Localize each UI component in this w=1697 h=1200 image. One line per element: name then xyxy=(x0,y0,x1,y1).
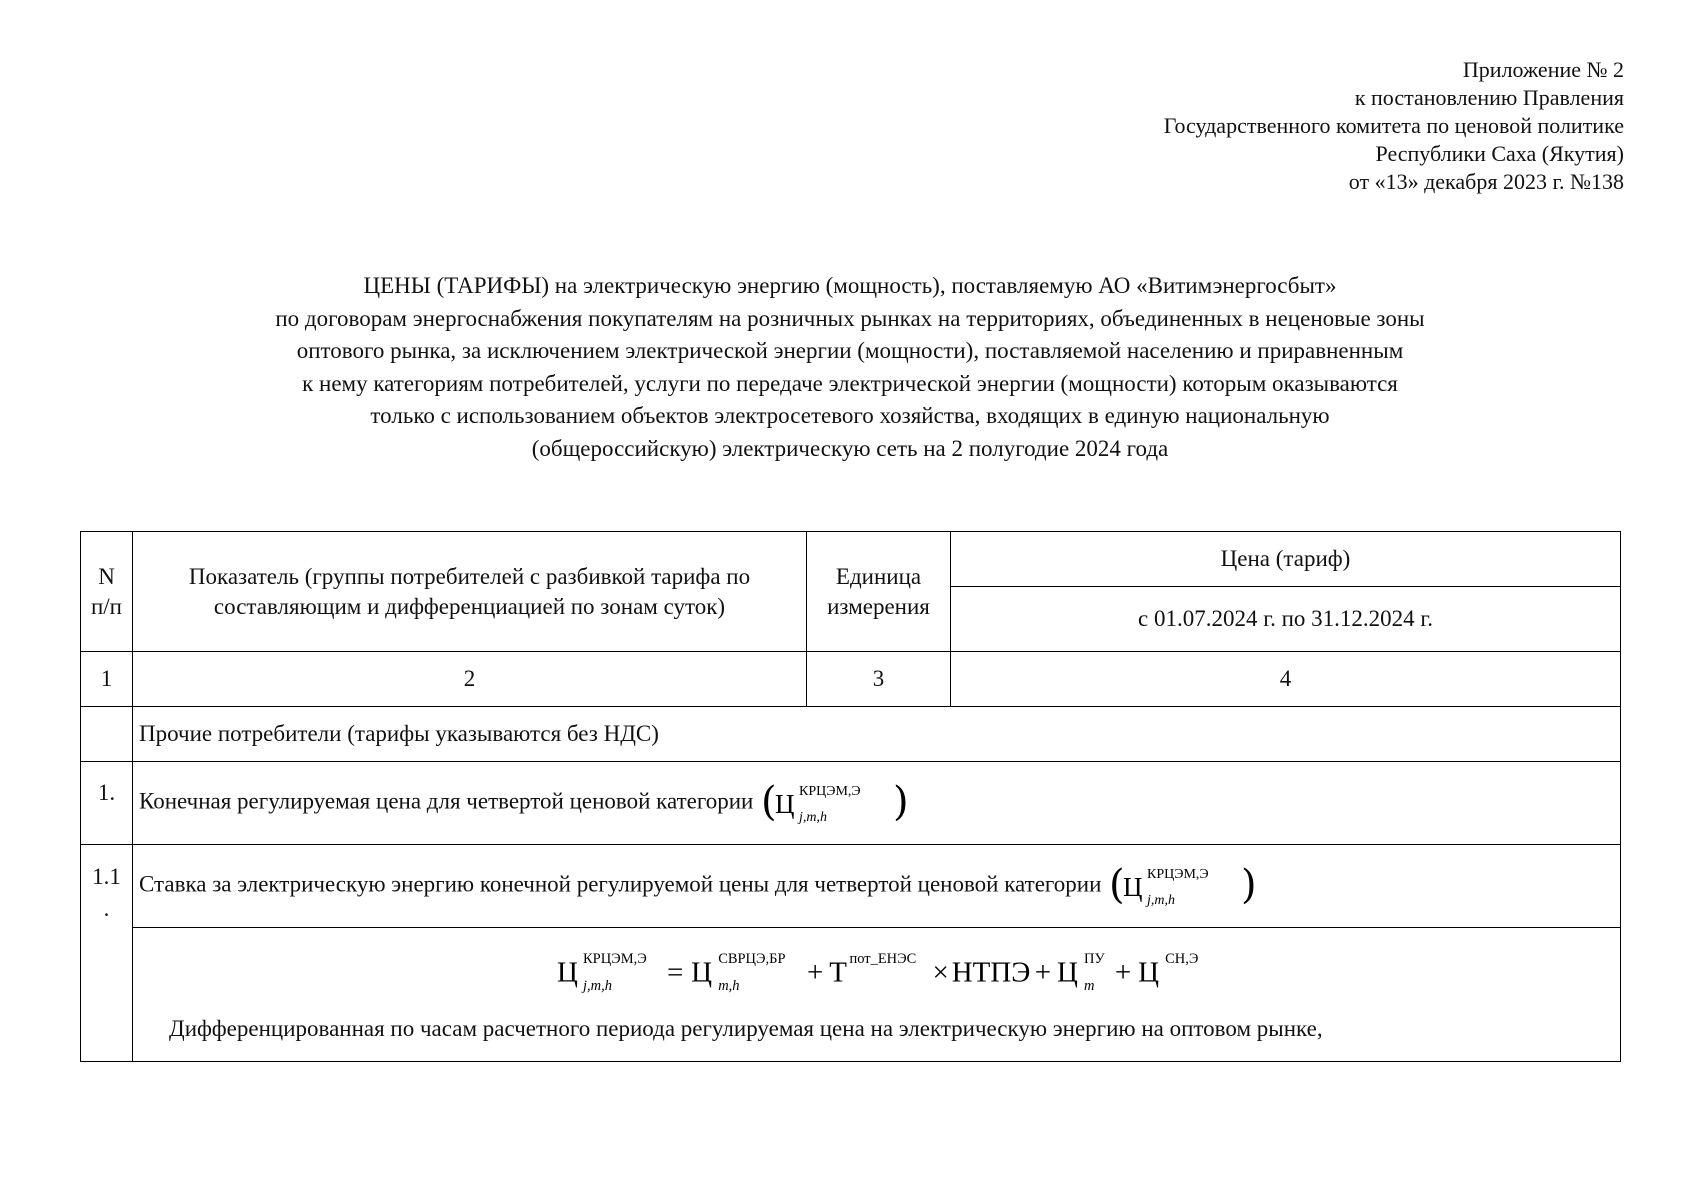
formula-description: Дифференцированная по часам расчетного периода регулируемая цена на электрическую энергию на оптовом рынке, xyxy=(169,1016,1323,1041)
math-symbol-krcem xyxy=(1107,860,1257,912)
math-c: Ц xyxy=(1123,872,1143,902)
table-row xyxy=(81,762,1621,845)
formula-plus: + xyxy=(1114,956,1132,989)
col-number: 2 xyxy=(133,652,807,707)
header-row xyxy=(81,532,1621,587)
formula-sub: m,h xyxy=(718,978,740,995)
formula-cell xyxy=(133,928,1621,1062)
header-unit: Единица измерения xyxy=(807,532,951,652)
formula xyxy=(139,938,1614,1008)
math-sup: КРЦЭМ,Э xyxy=(799,784,861,799)
formula-c: Ц xyxy=(556,956,578,989)
col-number: 1 xyxy=(81,652,133,707)
header-period: с 01.07.2024 г. по 31.12.2024 г. xyxy=(951,587,1621,652)
tariff-table xyxy=(80,531,1621,1062)
title-line: только с использованием объектов электросетевого хозяйства, входящих в единую национальную xyxy=(370,403,1330,428)
math-sub: j,m,h xyxy=(799,810,828,825)
formula-plus: + xyxy=(806,956,824,989)
formula-sup: КРЦЭМ,Э xyxy=(583,951,647,968)
col-number: 3 xyxy=(807,652,951,707)
section-row xyxy=(81,707,1621,762)
appendix-line: Приложение № 2 xyxy=(1462,57,1624,82)
formula-eq: = xyxy=(667,956,684,989)
document-title xyxy=(80,270,1620,465)
title-line: (общероссийскую) электрическую сеть на 2 полугодие 2024 года xyxy=(531,435,1169,461)
formula-sup: ПУ xyxy=(1084,951,1105,968)
formula-ntpe: НТПЭ xyxy=(951,956,1031,989)
formula-c: Ц xyxy=(691,956,713,989)
formula-sup: СВРЦЭ,БР xyxy=(718,951,786,968)
math-sub: j,m,h xyxy=(1147,893,1176,908)
formula-times: × xyxy=(932,956,949,989)
col-number: 4 xyxy=(951,652,1621,707)
title-line: оптового рынка, за исключением электрической энергии (мощности), поставляемой населению и приравненным xyxy=(296,338,1404,363)
formula-t: Т xyxy=(829,956,847,989)
formula-plus: + xyxy=(1034,956,1052,989)
empty-cell xyxy=(81,707,133,762)
row-indicator xyxy=(133,845,1621,928)
row-number: 1.1 . xyxy=(81,845,133,1062)
appendix-line: к постановлению Правления xyxy=(1354,85,1624,110)
row-number: 1. xyxy=(81,762,133,845)
formula-c: Ц xyxy=(1138,956,1160,989)
appendix-line: от «13» декабря 2023 г. №138 xyxy=(1348,169,1624,194)
header-num: N п/п xyxy=(81,532,133,652)
formula-sup: пот_ЕНЭС xyxy=(849,951,917,968)
title-line: к нему категориям потребителей, услуги по передаче электрической энергии (мощности) которым оказываются xyxy=(302,370,1398,396)
paren-right: ) xyxy=(1241,862,1257,908)
paren-right: ) xyxy=(893,779,909,825)
table-row xyxy=(81,845,1621,928)
row-text: Конечная регулируемая цена для четвертой ценовой категории xyxy=(139,788,754,814)
title-line: ЦЕНЫ (ТАРИФЫ) на электрическую энергию (мощность), поставляемую АО «Витимэнергосбыт» xyxy=(363,273,1337,298)
paren-left: ( xyxy=(1109,862,1125,908)
column-number-row xyxy=(81,652,1621,707)
appendix-header xyxy=(1164,56,1624,196)
paren-left: ( xyxy=(761,779,777,825)
title-line: по договорам энергоснабжения покупателям на розничных рынках на территориях, объединенных в неценовые зоны xyxy=(275,305,1425,331)
header-indicator: Показатель (группы потребителей с разбивкой тарифа по составляющим и дифференциацией по зонам суток) xyxy=(133,532,807,652)
math-sup: КРЦЭМ,Э xyxy=(1147,867,1209,882)
formula-sub: j,m,h xyxy=(583,978,612,995)
math-symbol-krcem xyxy=(759,777,909,829)
row-text: Ставка за электрическую энергию конечной регулируемой цены для четвертой ценовой категории xyxy=(139,871,1102,897)
header-price: Цена (тариф) xyxy=(951,532,1621,587)
section-title: Прочие потребители (тарифы указываются без НДС) xyxy=(133,707,1621,762)
formula-c: Ц xyxy=(1057,956,1078,989)
appendix-line: Государственного комитета по ценовой политике xyxy=(1163,113,1624,138)
appendix-line: Республики Саха (Якутия) xyxy=(1375,141,1624,166)
formula-sup: СН,Э xyxy=(1165,951,1199,968)
formula-row xyxy=(81,928,1621,1062)
row-indicator xyxy=(133,762,1621,845)
formula-sub: m xyxy=(1084,978,1095,995)
math-c: Ц xyxy=(775,789,795,819)
